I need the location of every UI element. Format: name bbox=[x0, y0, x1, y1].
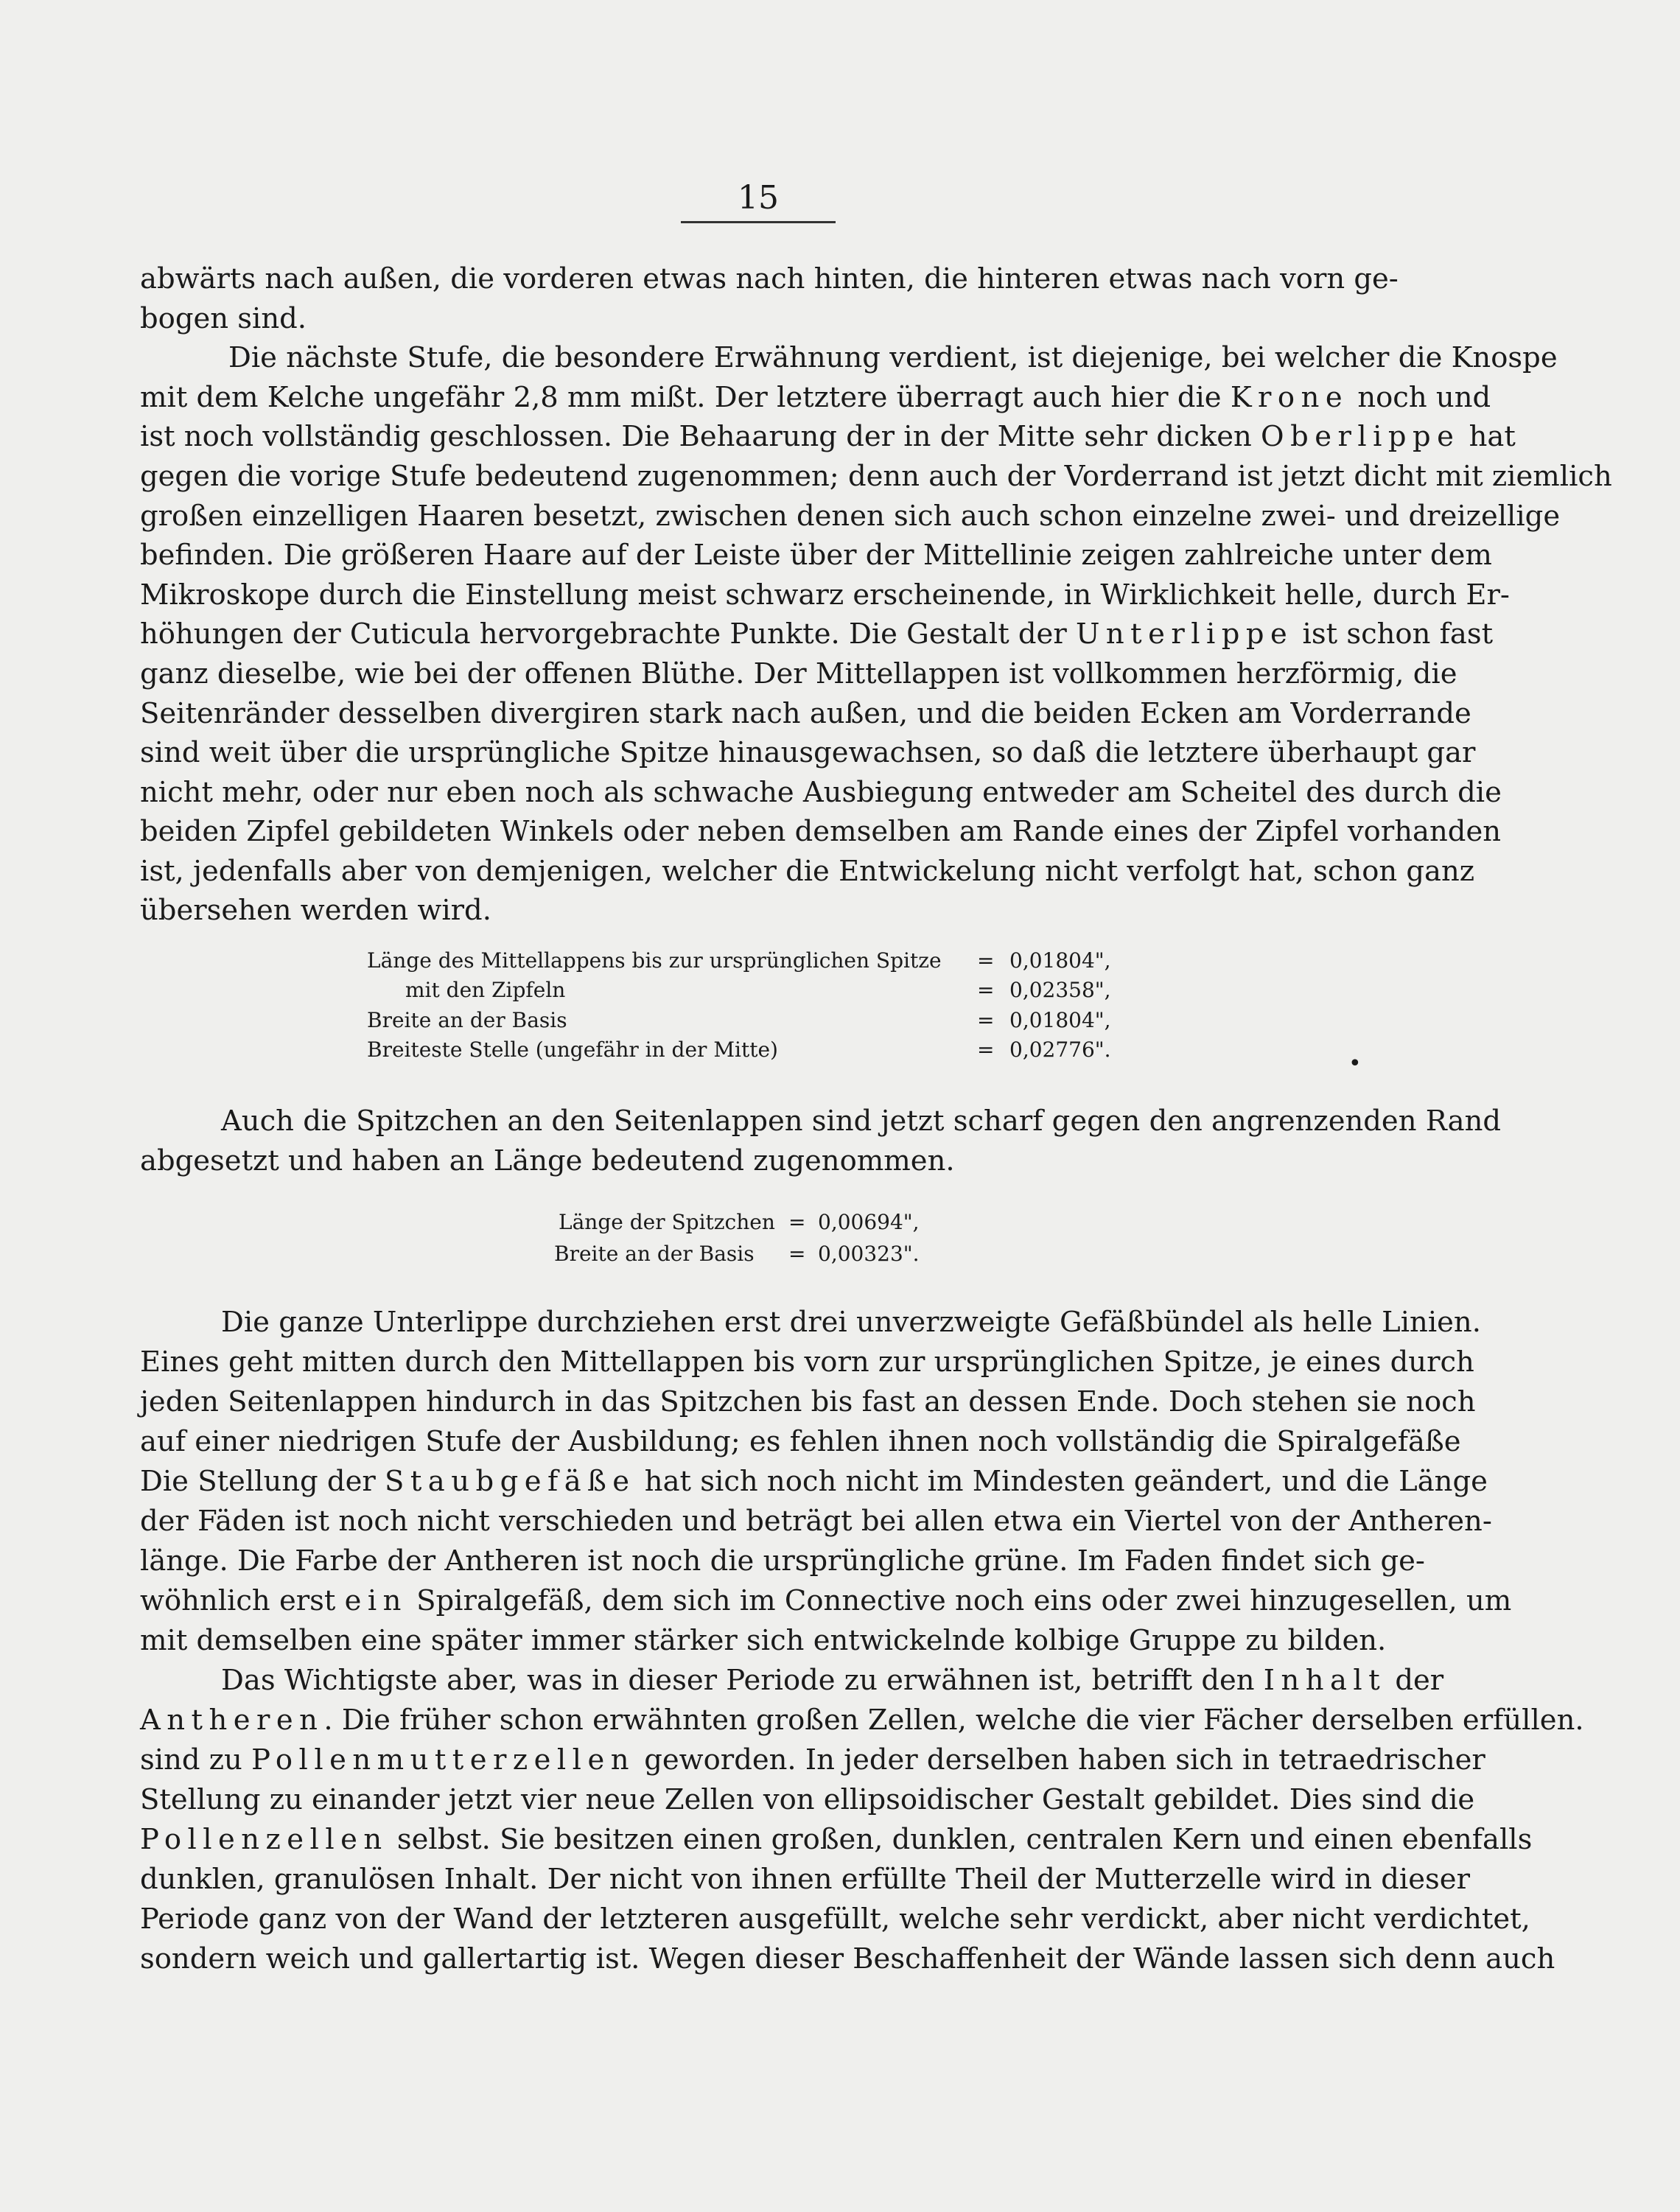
text-line: Periode ganz von der Wand der letzteren ausgefüllt, welche sehr verdickt, aber nicht verdichtet, bbox=[140, 1903, 1530, 1936]
text-line: nicht mehr, oder nur eben noch als schwache Ausbiegung entweder am Scheitel des durch die bbox=[140, 776, 1502, 809]
text-line: der Fäden ist noch nicht verschieden und beträgt bei allen etwa ein Viertel von der Antheren- bbox=[140, 1505, 1492, 1538]
measurement-row: Breite an der Basis = 0,00323". bbox=[554, 1242, 920, 1266]
text-line: ist noch vollständig geschlossen. Die Behaarung der in der Mitte sehr dicken Oberlippe hat bbox=[140, 420, 1516, 453]
text-line: wöhnlich erst ein Spiralgefäß, dem sich im Connective noch eins oder zwei hinzugesellen, um bbox=[140, 1584, 1512, 1617]
spaced-term: Antheren bbox=[140, 1704, 324, 1737]
text-line: sondern weich und gallertartig ist. Wegen dieser Beschaffenheit der Wände lassen sich denn auch bbox=[140, 1942, 1555, 1975]
text-line: abgesetzt und haben an Länge bedeutend zugenommen. bbox=[140, 1144, 955, 1177]
text-line: Stellung zu einander jetzt vier neue Zellen von ellipsoidischer Gestalt gebildet. Dies sind die bbox=[140, 1783, 1475, 1816]
spaced-term: Pollenmutterzellen bbox=[251, 1743, 635, 1777]
text-line: Die Stellung der Staubgefäße hat sich noch nicht im Mindesten geändert, und die Länge bbox=[140, 1465, 1488, 1498]
spaced-term: Inhalt bbox=[1263, 1664, 1387, 1697]
text-line: bogen sind. bbox=[140, 302, 307, 335]
text-line: dunklen, granulösen Inhalt. Der nicht von ihnen erfüllte Theil der Mutterzelle wird in dieser bbox=[140, 1863, 1470, 1896]
text-line: Pollenzellen selbst. Sie besitzen einen großen, dunklen, centralen Kern und einen ebenfalls bbox=[140, 1823, 1533, 1856]
text-line: mit demselben eine später immer stärker sich entwickelnde kolbige Gruppe zu bilden. bbox=[140, 1624, 1387, 1657]
page-number-rule bbox=[681, 221, 836, 223]
text-line: Auch die Spitzchen an den Seitenlappen sind jetzt scharf gegen den angrenzenden Rand bbox=[221, 1105, 1502, 1138]
spaced-term: Unterlippe bbox=[1075, 617, 1294, 651]
text-line: Die ganze Unterlippe durchziehen erst drei unverzweigte Gefäßbündel als helle Linien. bbox=[221, 1306, 1481, 1339]
spaced-term: Oberlippe bbox=[1261, 420, 1460, 453]
measurement-row: Breite an der Basis = 0,01804", bbox=[367, 1008, 1111, 1032]
text-line: abwärts nach außen, die vorderen etwas nach hinten, die hinteren etwas nach vorn ge- bbox=[140, 262, 1399, 295]
measurement-row: mit den Zipfeln = 0,02358", bbox=[405, 978, 1111, 1002]
text-line: Das Wichtigste aber, was in dieser Periode zu erwähnen ist, betrifft den Inhalt der bbox=[221, 1664, 1444, 1697]
text-line: befinden. Die größeren Haare auf der Leiste über der Mittellinie zeigen zahlreiche unter dem bbox=[140, 539, 1492, 572]
measurement-row: Länge der Spitzchen = 0,00694", bbox=[559, 1210, 920, 1234]
text-line: Antheren. Die früher schon erwähnten großen Zellen, welche die vier Fächer derselben erfüllen. bbox=[140, 1704, 1584, 1737]
text-line: Die nächste Stufe, die besondere Erwähnung verdient, ist diejenige, bei welcher die Knospe bbox=[228, 341, 1558, 374]
stray-mark: • bbox=[1348, 1051, 1362, 1077]
text-line: Eines geht mitten durch den Mittellappen bis vorn zur ursprünglichen Spitze, je eines durch bbox=[140, 1345, 1474, 1379]
text-line: Seitenränder desselben divergiren stark nach außen, und die beiden Ecken am Vorderrande bbox=[140, 697, 1471, 730]
text-line: auf einer niedrigen Stufe der Ausbildung; es fehlen ihnen noch vollständig die Spiralgefäße bbox=[140, 1425, 1461, 1458]
text-line: Mikroskope durch die Einstellung meist schwarz erscheinende, in Wirklichkeit helle, durch Er- bbox=[140, 578, 1510, 612]
spaced-term: Staubgefäße bbox=[385, 1465, 636, 1498]
measurement-row: Breiteste Stelle (ungefähr in der Mitte) = 0,02776". bbox=[367, 1037, 1111, 1062]
page-number: 15 bbox=[738, 179, 779, 217]
text-line: gegen die vorige Stufe bedeutend zugenommen; denn auch der Vorderrand ist jetzt dicht mit ziemlich bbox=[140, 460, 1612, 493]
text-line: ist, jedenfalls aber von demjenigen, welcher die Entwickelung nicht verfolgt hat, schon ganz bbox=[140, 855, 1475, 888]
spaced-term: ein bbox=[344, 1584, 407, 1617]
text-line: großen einzelligen Haaren besetzt, zwischen denen sich auch schon einzelne zwei- und dreizellige bbox=[140, 500, 1561, 533]
text-line: jeden Seitenlappen hindurch in das Spitzchen bis fast an dessen Ende. Doch stehen sie noch bbox=[140, 1385, 1476, 1418]
text-line: sind zu Pollenmutterzellen geworden. In jeder derselben haben sich in tetraedrischer bbox=[140, 1743, 1485, 1777]
text-line: mit dem Kelche ungefähr 2,8 mm mißt. Der letztere überragt auch hier die Krone noch und bbox=[140, 381, 1491, 414]
spaced-term: Krone bbox=[1230, 381, 1349, 414]
text-line: länge. Die Farbe der Antheren ist noch die ursprüngliche grüne. Im Faden findet sich ge- bbox=[140, 1544, 1425, 1578]
text-line: übersehen werden wird. bbox=[140, 894, 491, 927]
text-line: beiden Zipfel gebildeten Winkels oder neben demselben am Rande eines der Zipfel vorhanden bbox=[140, 815, 1502, 848]
text-line: ganz dieselbe, wie bei der offenen Blüthe. Der Mittellappen ist vollkommen herzförmig, die bbox=[140, 657, 1457, 690]
measurement-row: Länge des Mittellappens bis zur ursprünglichen Spitze = 0,01804", bbox=[367, 948, 1111, 973]
spaced-term: Pollenzellen bbox=[140, 1823, 388, 1856]
text-line: sind weit über die ursprüngliche Spitze hinausgewachsen, so daß die letztere überhaupt gar bbox=[140, 736, 1476, 769]
text-line: höhungen der Cuticula hervorgebrachte Punkte. Die Gestalt der Unterlippe ist schon fast bbox=[140, 617, 1494, 651]
